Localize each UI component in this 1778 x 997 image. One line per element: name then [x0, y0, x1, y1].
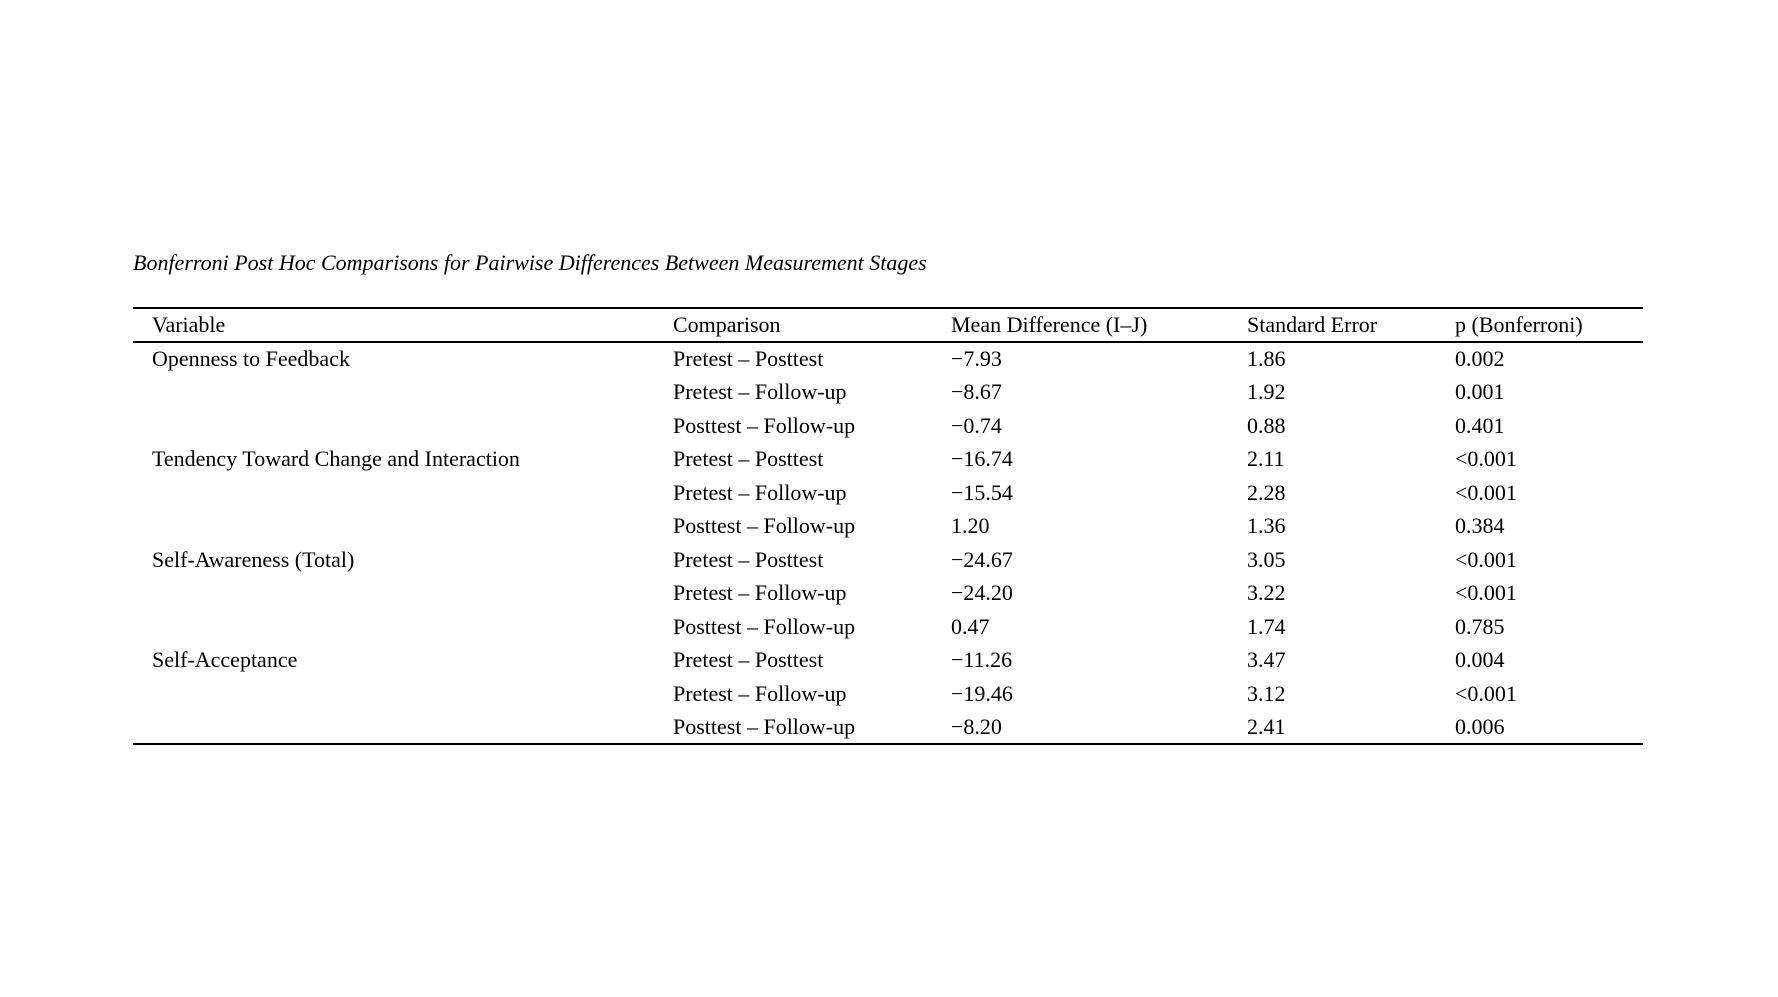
- table-row: [133, 510, 1643, 544]
- cell-mean-difference: −11.26: [951, 647, 1013, 673]
- cell-mean-difference: −8.20: [951, 713, 1002, 739]
- cell-comparison: Pretest – Follow-up: [673, 580, 847, 606]
- cell-variable: [133, 376, 673, 410]
- cell-comparison: Pretest – Follow-up: [673, 479, 847, 505]
- cell-mean-difference: −0.74: [951, 412, 1002, 438]
- cell-comparison: Pretest – Posttest: [673, 647, 824, 673]
- cell-mean-difference: −19.46: [951, 680, 1013, 706]
- table-row: [133, 409, 1643, 443]
- cell-standard-error: 1.86: [1247, 346, 1286, 372]
- cell-p-value: 0.002: [1455, 346, 1505, 372]
- cell-standard-error: 1.36: [1247, 513, 1286, 539]
- cell-standard-error: 3.12: [1247, 680, 1286, 706]
- cell-variable: [133, 510, 673, 544]
- cell-standard-error: 2.11: [1247, 446, 1285, 472]
- cell-mean-difference: −15.54: [951, 479, 1013, 505]
- col-header-p-bonferroni: p (Bonferroni): [1455, 312, 1583, 337]
- cell-mean-difference: −8.67: [951, 379, 1002, 405]
- cell-mean-difference: −7.93: [951, 346, 1002, 372]
- cell-variable: [133, 610, 673, 644]
- cell-variable: Tendency Toward Change and Interaction: [152, 446, 520, 472]
- table-row: [133, 711, 1643, 745]
- cell-standard-error: 3.47: [1247, 647, 1286, 673]
- cell-mean-difference: −24.67: [951, 546, 1013, 572]
- cell-comparison: Pretest – Posttest: [673, 346, 824, 372]
- cell-standard-error: 3.05: [1247, 546, 1286, 572]
- cell-mean-difference: 0.47: [951, 613, 990, 639]
- cell-comparison: Pretest – Posttest: [673, 546, 824, 572]
- table-row: [133, 443, 1643, 477]
- cell-mean-difference: −24.20: [951, 580, 1013, 606]
- col-header-comparison: Comparison: [673, 312, 781, 337]
- cell-p-value: 0.006: [1455, 713, 1505, 739]
- cell-p-value: <0.001: [1455, 546, 1517, 572]
- cell-standard-error: 0.88: [1247, 412, 1286, 438]
- cell-standard-error: 2.41: [1247, 713, 1286, 739]
- cell-p-value: <0.001: [1455, 446, 1517, 472]
- cell-standard-error: 1.92: [1247, 379, 1286, 405]
- cell-p-value: <0.001: [1455, 580, 1517, 606]
- cell-p-value: <0.001: [1455, 680, 1517, 706]
- col-header-mean-difference: Mean Difference (I–J): [951, 312, 1148, 337]
- cell-comparison: Posttest – Follow-up: [673, 713, 856, 739]
- cell-variable: Self-Acceptance: [152, 647, 298, 673]
- cell-mean-difference: 1.20: [951, 513, 990, 539]
- cell-comparison: Posttest – Follow-up: [673, 412, 856, 438]
- cell-variable: [133, 677, 673, 711]
- table-row: [133, 376, 1643, 410]
- cell-variable: [133, 711, 673, 745]
- cell-p-value: 0.785: [1455, 613, 1505, 639]
- table-row: [133, 677, 1643, 711]
- cell-variable: Self-Awareness (Total): [152, 546, 355, 572]
- post-hoc-table: [133, 307, 1643, 745]
- table-row: [133, 543, 1643, 577]
- cell-variable: [133, 476, 673, 510]
- table-title: Bonferroni Post Hoc Comparisons for Pairwise Differences Between Measurement Stages: [133, 250, 927, 275]
- cell-variable: [133, 409, 673, 443]
- cell-standard-error: 1.74: [1247, 613, 1286, 639]
- col-header-variable: Variable: [152, 312, 226, 337]
- table-row: [133, 577, 1643, 611]
- cell-p-value: 0.401: [1455, 412, 1505, 438]
- cell-variable: [133, 577, 673, 611]
- cell-comparison: Posttest – Follow-up: [673, 613, 856, 639]
- cell-p-value: 0.384: [1455, 513, 1505, 539]
- cell-comparison: Pretest – Follow-up: [673, 680, 847, 706]
- table-row: [133, 610, 1643, 644]
- table-row: [133, 342, 1643, 376]
- table-row: [133, 644, 1643, 678]
- cell-p-value: 0.004: [1455, 647, 1505, 673]
- cell-standard-error: 3.22: [1247, 580, 1286, 606]
- cell-comparison: Pretest – Posttest: [673, 446, 824, 472]
- cell-mean-difference: −16.74: [951, 446, 1013, 472]
- cell-p-value: 0.001: [1455, 379, 1505, 405]
- cell-comparison: Posttest – Follow-up: [673, 513, 856, 539]
- cell-p-value: <0.001: [1455, 479, 1517, 505]
- post-hoc-comparisons-table: [133, 307, 1643, 745]
- col-header-standard-error: Standard Error: [1247, 312, 1378, 337]
- table-header-row: [133, 308, 1643, 342]
- table-row: [133, 476, 1643, 510]
- cell-comparison: Pretest – Follow-up: [673, 379, 847, 405]
- cell-variable: Openness to Feedback: [152, 346, 350, 372]
- cell-standard-error: 2.28: [1247, 479, 1286, 505]
